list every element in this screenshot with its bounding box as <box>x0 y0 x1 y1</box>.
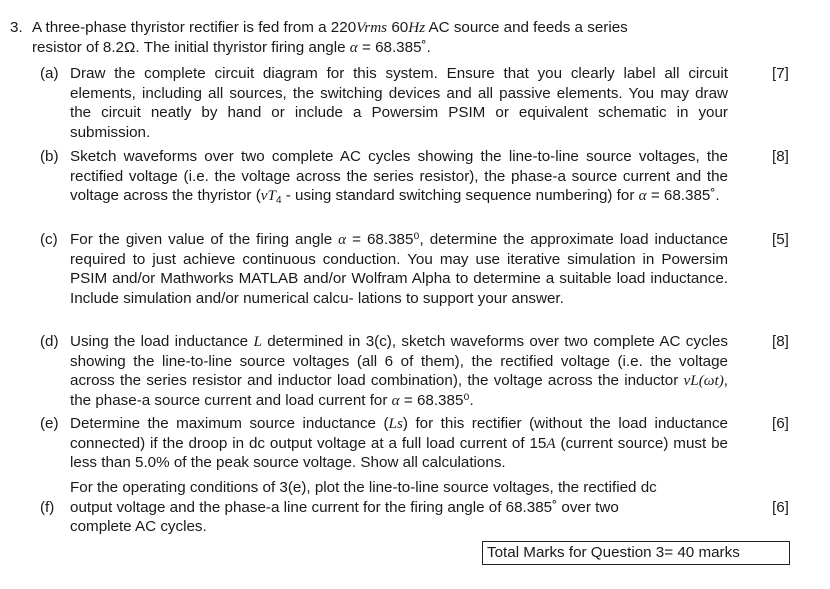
part-f-line2: output voltage and the phase-a line current for the firing angle of 68.385˚ over two <box>70 498 619 516</box>
intro-text-1: A three-phase thyristor rectifier is fed from a 220 <box>32 19 357 36</box>
part-d-marks: [8] <box>772 333 789 350</box>
vl-symbol: vL(ωt) <box>683 372 724 389</box>
part-b-text-c: = 68.385˚. <box>646 187 720 204</box>
intro-text-tail: AC source and feeds a series <box>425 19 628 36</box>
part-d-text-b: determined in 3(c), sketch waveforms over two complete AC cycles showing the line-to-line source voltages (all 6 of them), the rectified voltage (i.e. the voltage across the series resistor and inductor load combination), the voltage across the inductor <box>70 333 728 389</box>
alpha-symbol: α <box>638 187 647 204</box>
alpha-symbol: α <box>338 231 347 248</box>
part-f-marks: [6] <box>772 498 789 516</box>
part-f-line1: For the operating conditions of 3(e), plot the line-to-line source voltages, the rectified dc <box>70 479 657 496</box>
part-b-text-a: Sketch waveforms over two complete AC cycles showing the line-to-line source voltages, the rectified voltage (i.e. the voltage across the series resistor), the phase-a source current and the voltage across the thyristor ( <box>70 148 728 204</box>
inductance-symbol: L <box>253 333 262 350</box>
part-e-text-b: ) for this rectifier (without the load inductance connected) if the droop in dc output voltage at a full load current of 15 <box>70 415 729 452</box>
intro-text-mid: 60 <box>387 19 409 36</box>
part-e-text-c: (current source) must be less than 5.0% of the peak source voltage. Show all calculations. <box>70 434 728 471</box>
part-f-line3: complete AC cycles. <box>70 518 207 535</box>
part-c-text <box>70 230 728 308</box>
part-b-text-b: - using standard switching sequence numbering) for <box>281 187 639 204</box>
part-d-text-d: = 68.385⁰. <box>399 391 474 409</box>
part-b-label: (b) <box>40 148 59 165</box>
part-c-label: (c) <box>40 231 58 248</box>
part-d-text-c: , the phase-a source current and load current for <box>70 372 728 409</box>
alpha-symbol: α <box>349 38 358 56</box>
intro-text-2-end: = 68.385˚. <box>357 38 431 56</box>
intro-text-2: resistor of 8.2Ω. The initial thyristor firing angle <box>32 38 350 56</box>
question-intro <box>32 18 732 57</box>
hz-symbol: Hz <box>408 19 426 36</box>
total-marks-box: Total Marks for Question 3= 40 marks <box>482 541 790 565</box>
part-a-label: (a) <box>40 65 59 82</box>
part-e-marks: [6] <box>772 415 789 432</box>
part-e-label: (e) <box>40 415 59 432</box>
part-d-text <box>70 332 728 410</box>
part-e-text <box>70 414 728 473</box>
part-f-label: (f) <box>40 498 55 516</box>
part-c-text-b: = 68.385⁰, determine the approximate load inductance required to just achieve continuous conduction. You may use iterative simulation in Powersim PSIM and/or Mathworks MATLAB and/or Wolfram Alpha to determine a suitable load inductance. Include simulation and/or numerical calcu- lations to support your answer. <box>70 231 729 307</box>
amp-symbol: A <box>546 434 556 452</box>
vrms-symbol: Vrms <box>356 19 388 36</box>
ls-symbol: Ls <box>388 415 403 432</box>
part-c-text-a: For the given value of the firing angle <box>70 231 339 248</box>
part-b-text <box>70 147 728 211</box>
part-c-marks: [5] <box>772 231 789 248</box>
question-number: 3. <box>10 19 23 36</box>
alpha-symbol: α <box>391 391 400 409</box>
part-d-label: (d) <box>40 333 59 350</box>
part-d-text-a: Using the load inductance <box>70 333 254 350</box>
part-a-text: Draw the complete circuit diagram for this system. Ensure that you clearly label all circuit elements, including all sources, the switching devices and all passive elements. You may draw the circuit neatly by hand or include a Powersim PSIM or equivalent schematic in your submission. <box>70 65 728 141</box>
vt-subscript: 4 <box>275 195 282 206</box>
part-b-marks: [8] <box>772 148 789 165</box>
part-e-text-a: Determine the maximum source inductance ( <box>70 415 389 432</box>
vt-symbol: vT <box>260 187 276 204</box>
part-a-marks: [7] <box>772 65 789 82</box>
